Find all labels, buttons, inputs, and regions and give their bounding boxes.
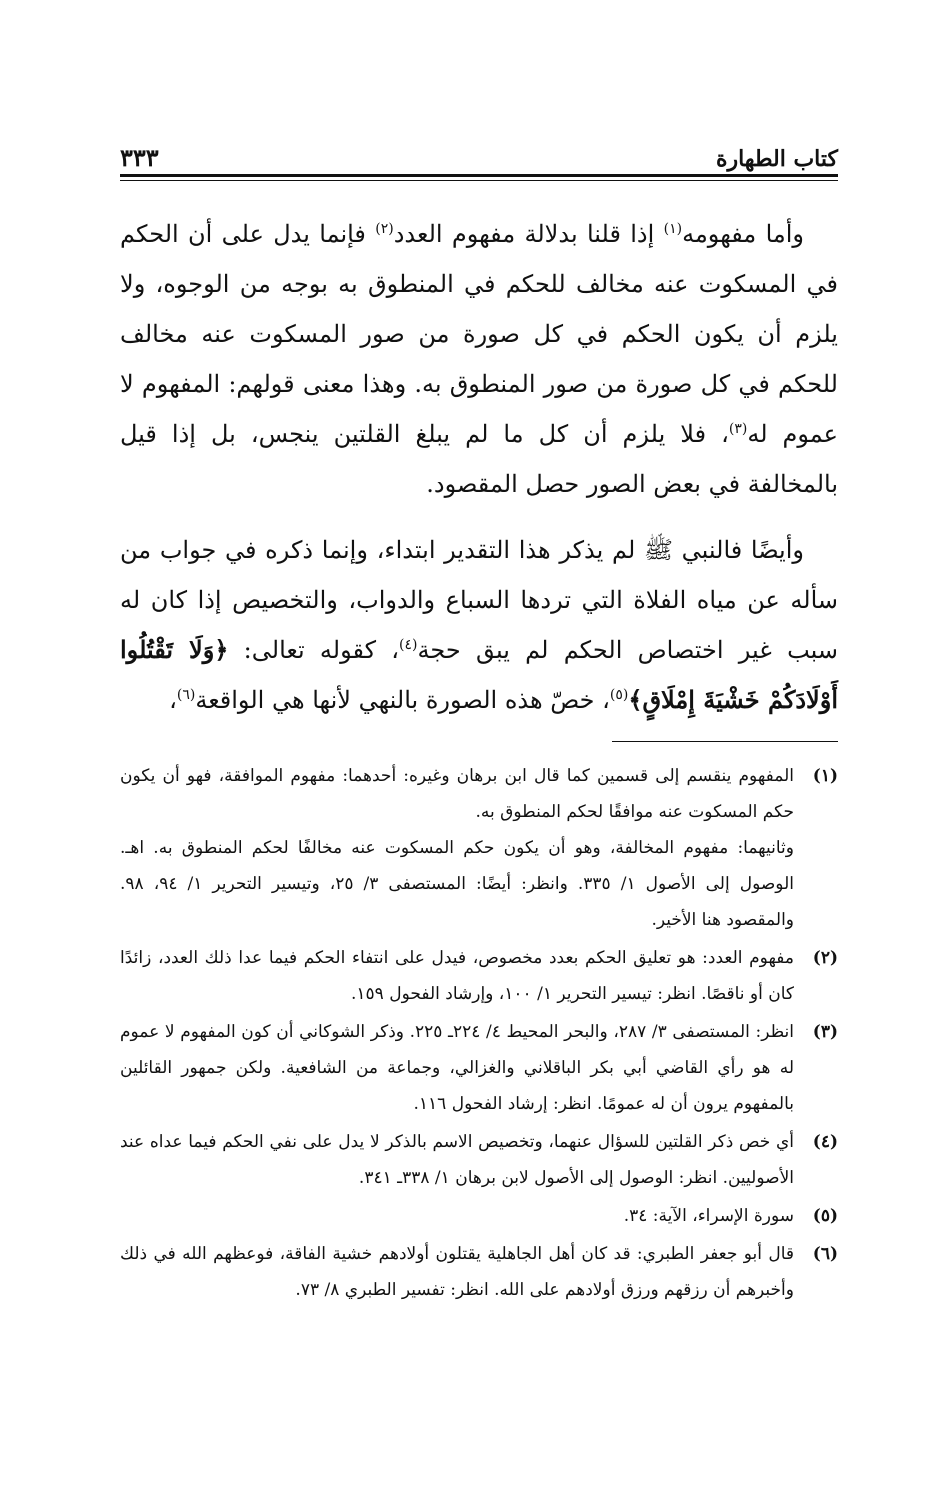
footnote-ref-4: (٤)	[399, 637, 418, 653]
page-number: ٣٣٣	[120, 143, 159, 172]
header-rule-thick	[120, 174, 838, 177]
footnote-4	[120, 1124, 838, 1196]
quran-verse: ﴿وَلَا تَقْتُلُوا أَوْلَادَكُمْ خَشْيَةَ إِمْلَاقٍ﴾	[120, 635, 838, 714]
book-page	[120, 120, 838, 1310]
header-rule-thin	[120, 180, 838, 181]
footnote-ref-2: (٢)	[375, 221, 394, 237]
footnote-text: مفهوم العدد: هو تعليق الحكم بعدد مخصوص، فيدل على انتفاء الحكم فيما عدا ذلك العدد، زائدًا كان أو ناقصًا. انظر: تيسير التحرير ١/ ١٠٠، وإرشاد الفحول ١٥٩.	[120, 948, 794, 1004]
footnote-number: (٢)	[812, 948, 838, 968]
footnote-text: أي خص ذكر القلتين للسؤال عنهما، وتخصيص الاسم بالذكر لا يدل على نفي الحكم فيما عداه عند الأصوليين. انظر: الوصول إلى الأصول لابن برهان ١/ ٣٣٨ـ ٣٤١.	[120, 1132, 794, 1188]
text-span: ، خصّ هذه الصورة بالنهي لأنها هي الواقعة	[195, 686, 610, 714]
footnote-separator	[612, 741, 838, 742]
footnote-text: انظر: المستصفى ٣/ ٢٨٧، والبحر المحيط ٤/ ٢٢٤ـ ٢٢٥. وذكر الشوكاني أن كون المفهوم لا عموم له هو رأي القاضي أبي بكر الباقلاني والغزالي، وجماعة من الشافعية. ولكن جمهور القائلين بالمفهوم يرون أن له عمومًا. انظر: إرشاد الفحول ١١٦.	[120, 1022, 794, 1114]
footnote-6	[120, 1236, 838, 1308]
text-span: وأما مفهومه	[682, 220, 805, 248]
footnote-text: وثانيهما: مفهوم المخالفة، وهو أن يكون حكم المسكوت عنه مخالفًا لحكم المنطوق به. اهـ. الوصول إلى الأصول ١/ ٣٣٥. وانظر: أيضًا: المستصفى ٣/ ٢٥، وتيسير التحرير ١/ ٩٤، ٩٨. والمقصود هنا الأخير.	[120, 838, 794, 930]
footnotes	[120, 758, 838, 1308]
footnote-ref-5: (٥)	[609, 687, 629, 703]
text-span: ، فلا يلزم أن كل ما لم يبلغ القلتين ينجس، بل إذا قيل بالمخالفة في بعض الصور حصل المقصود.	[120, 420, 838, 498]
footnote-ref-6: (٦)	[176, 687, 196, 703]
footnote-ref-1: (١)	[663, 221, 683, 237]
footnote-1	[120, 758, 838, 938]
footnote-5	[120, 1198, 838, 1234]
footnote-2	[120, 940, 838, 1012]
footnote-ref-3: (٣)	[728, 421, 748, 437]
footnote-number: (١)	[812, 766, 838, 786]
footnote-text: قال أبو جعفر الطبري: قد كان أهل الجاهلية يقتلون أولادهم خشية الفاقة، فوعظهم الله في ذلك وأخبرهم أن رزقهم ورزق أولادهم على الله. انظر: تفسير الطبري ٨/ ٧٣.	[120, 1244, 794, 1300]
text-span: وأيضًا فالنبي ﷺ لم يذكر هذا التقدير ابتداء، وإنما ذكره في جواب من سأله عن مياه الفلاة التي تردها السباع والدواب، والتخصيص إذا كان له سبب غير اختصاص الحكم لم يبق حجة	[120, 536, 839, 664]
text-span: فإنما يدل على أن الحكم في المسكوت عنه مخالف للحكم في المنطوق به بوجه من الوجوه، ولا يلزم أن يكون الحكم في كل صورة من صور المسكوت عنه مخالف للحكم في كل صورة من صور المنطوق به. وهذا معنى قولهم: المفهوم لا عموم له	[120, 220, 838, 448]
main-text	[120, 209, 838, 725]
paragraph-2	[120, 525, 838, 725]
footnote-number: (٣)	[812, 1022, 838, 1042]
paragraph-1	[120, 209, 838, 509]
text-span: ، كقوله تعالى:	[228, 636, 400, 664]
footnote-number: (٤)	[812, 1132, 838, 1152]
footnote-number: (٦)	[812, 1244, 838, 1264]
footnote-text: سورة الإسراء، الآية: ٣٤.	[623, 1206, 794, 1226]
running-header	[120, 120, 838, 172]
footnote-text: المفهوم ينقسم إلى قسمين كما قال ابن برهان وغيره: أحدهما: مفهوم الموافقة، فهو أن يكون حكم المسكوت عنه موافقًا لحكم المنطوق به.	[120, 766, 794, 822]
footnote-number: (٥)	[812, 1206, 838, 1226]
footnote-3	[120, 1014, 838, 1122]
running-title: كتاب الطهارة	[715, 146, 838, 172]
text-span: إذا قلنا بدلالة مفهوم العدد	[393, 220, 664, 248]
text-span: ،	[169, 686, 177, 714]
